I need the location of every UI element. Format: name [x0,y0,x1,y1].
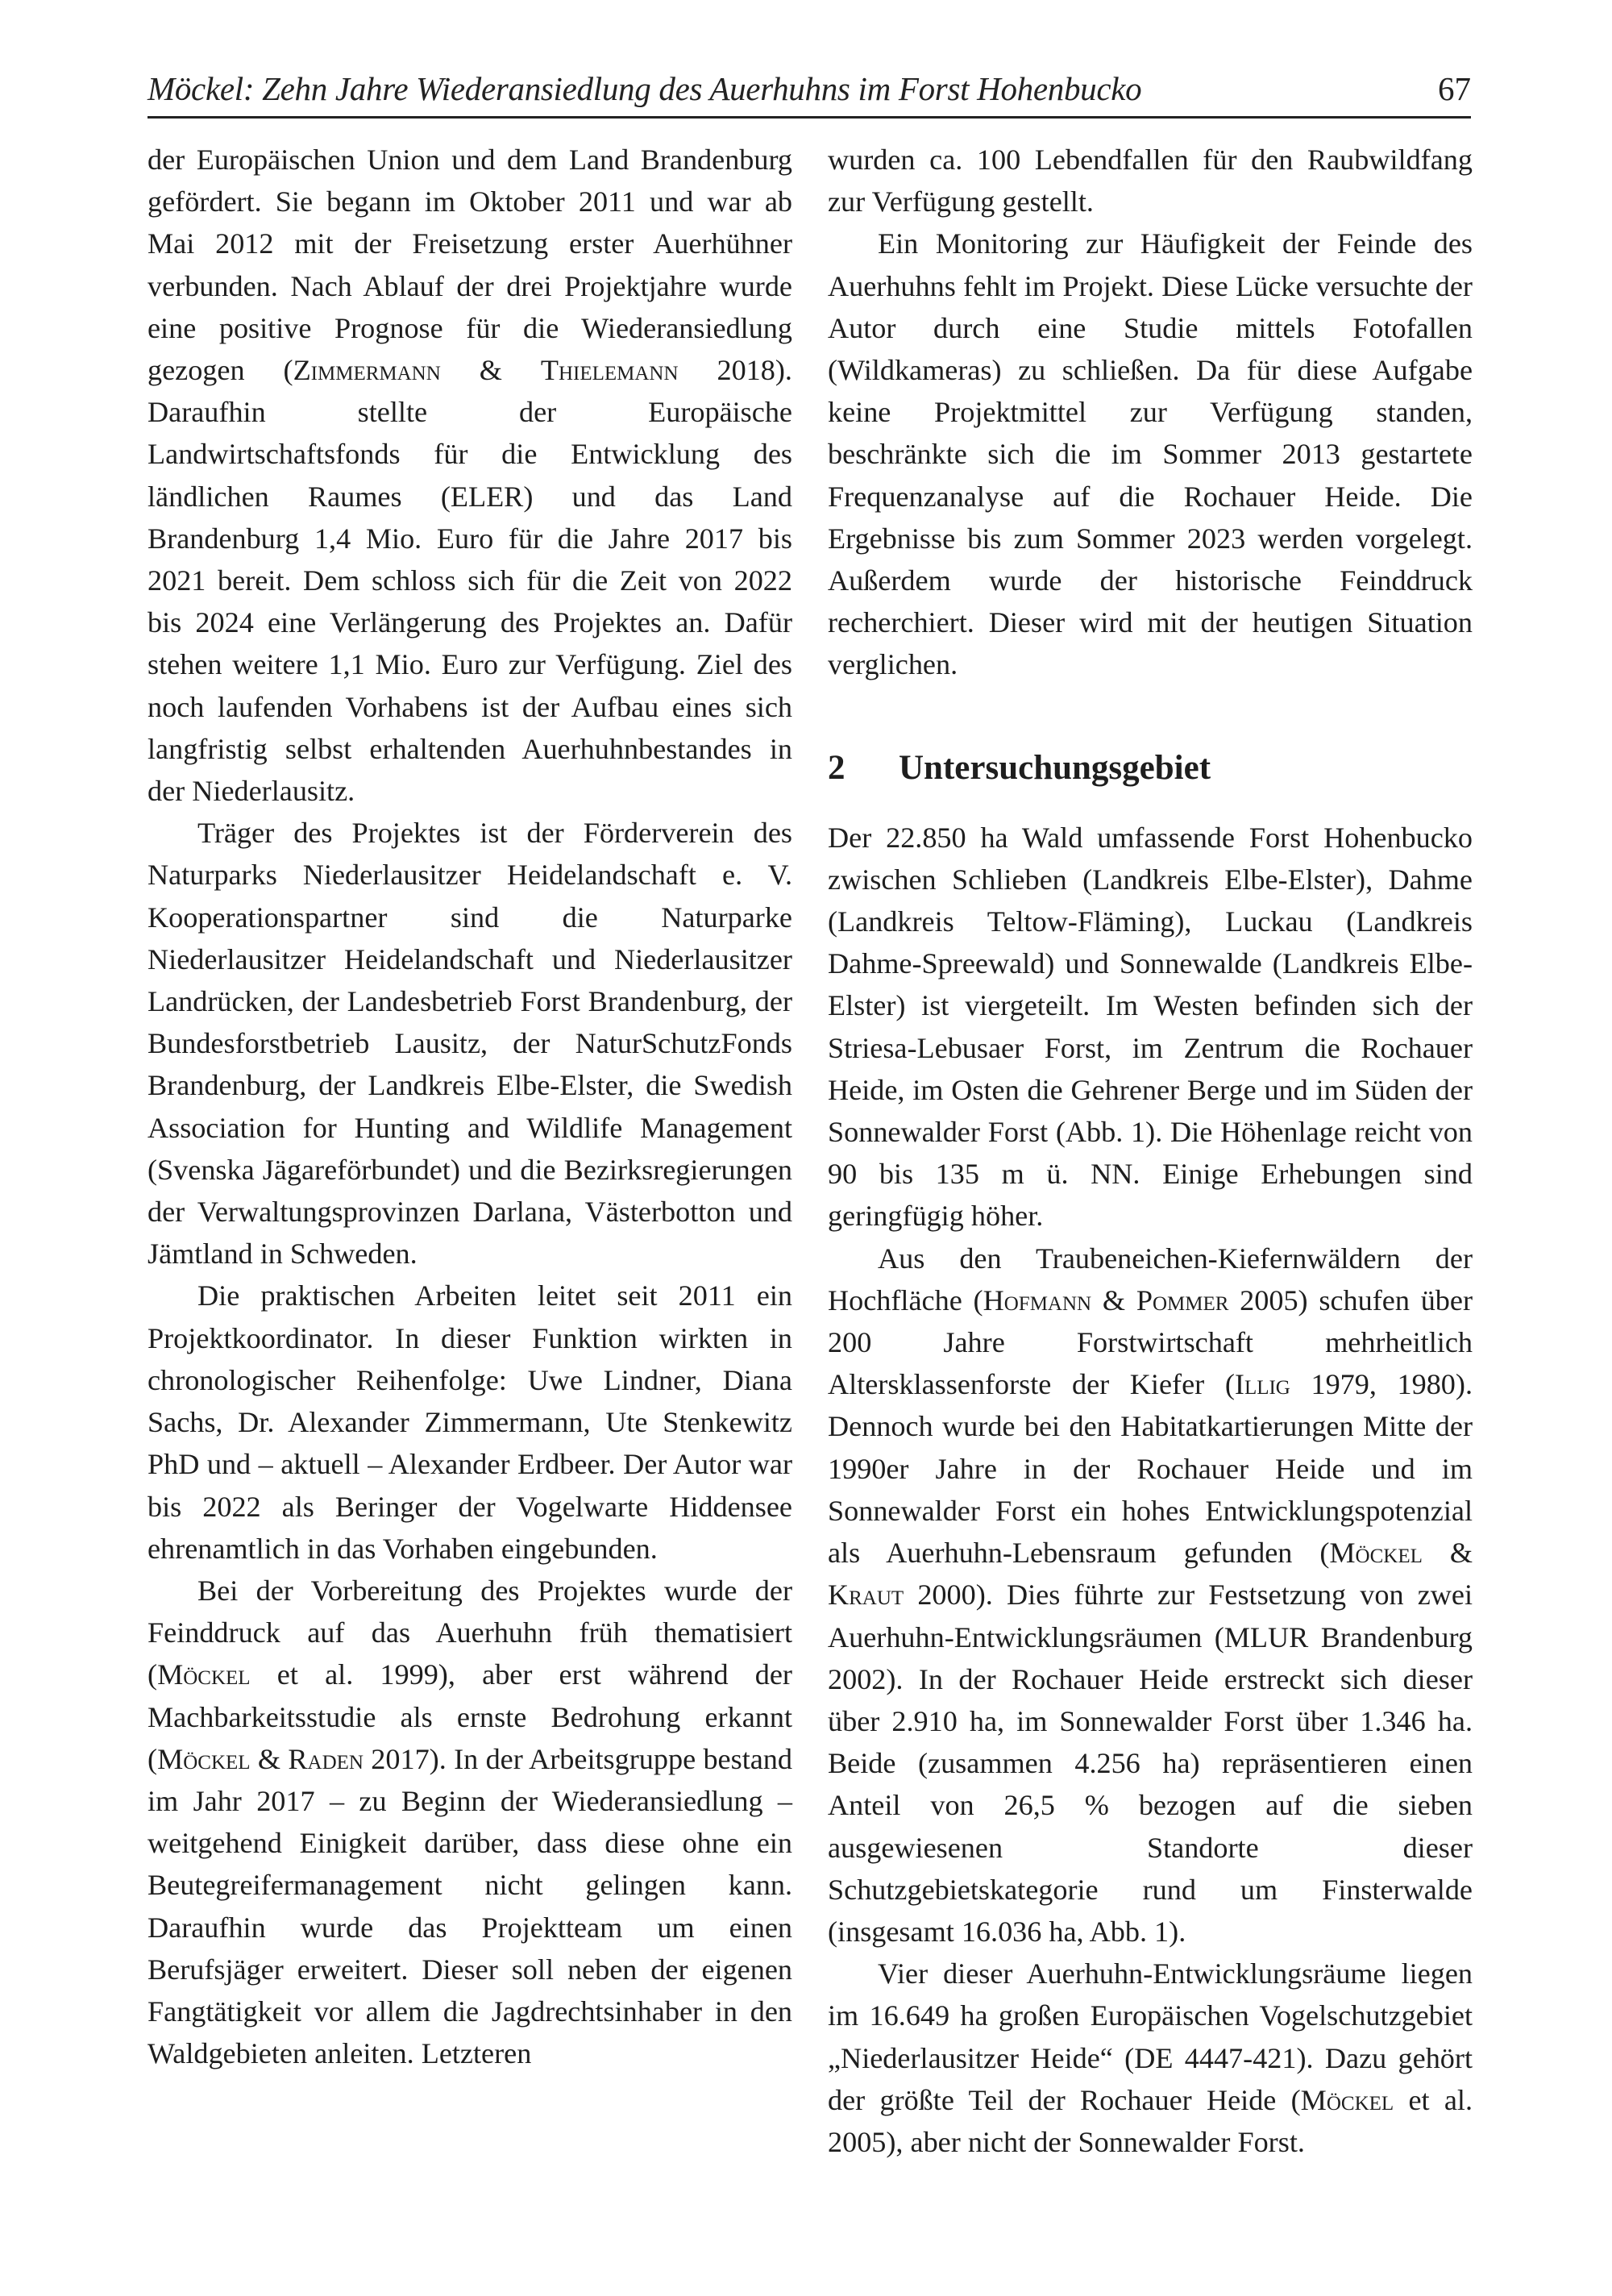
text-run: & [1091,1283,1136,1316]
page-number: 67 [1438,70,1471,107]
text-run: Vier dieser Auerhuhn-Entwicklungsräume liegen im 16.649 ha großen Europäischen Vogelschutzgebiet „Niederlausitzer Heide“ (DE 4447-421). Dazu gehört der größte Teil der Rochauer Heide ( [828,1957,1473,2116]
paragraph [828,1953,1473,2163]
text-run: Träger des Projektes ist der Förderverein des Naturparks Niederlausitzer Heidelandschaft e. V. Kooperationspartner sind die Naturparke Niederlausitzer Heidelandschaft und Niederlausitzer Landrücken, der Landesbetrieb Forst Brandenburg, der Bundesforstbetrieb Lausitz, der NaturSchutzFonds Brandenburg, der Landkreis Elbe-Elster, die Swedish Association for Hunting and Wildlife Management (Svenska Jägareförbundet) und die Bezirksregierungen der Verwaltungsprovinzen Darlana, Västerbotton und Jämtland in Schweden. [147,817,792,1271]
text-run: Ein Monitoring zur Häufigkeit der Feinde des Auerhuhns fehlt im Projekt. Diese Lücke versuchte der Autor durch eine Studie mittels Fotofallen (Wildkameras) zu schließen. Da für diese Aufgabe keine Projektmittel zur Verfügung standen, beschränkte sich die im Sommer 2013 gestartete Frequenzanalyse auf die Rochauer Heide. Die Ergebnisse bis zum Sommer 2023 werden vorgelegt. Außerdem wurde der historische Feinddruck recherchiert. Dieser wird mit der heutigen Situation verglichen. [828,227,1473,681]
running-title: Möckel: Zehn Jahre Wiederansiedlung des Auerhuhns im Forst Hohenbucko [147,70,1142,107]
text-run: et al. 2005), aber nicht der Sonnewalder Forst. [828,2083,1473,2158]
text-run: & [440,354,541,387]
citation-author: Zimmermann [293,354,441,387]
text-run: wurden ca. 100 Lebendfallen für den Raubwildfang zur Verfügung gestellt. [828,144,1473,218]
text-run: Bei der Vorbereitung des Projektes wurde der Feinddruck auf das Auerhuhn früh thematisiert ( [147,1574,792,1691]
text-run: 1979, 1980). Dennoch wurde bei den Habitatkartierungen Mitte der 1990er Jahre in der Rochauer Heide und im Sonnewalder Forst ein hohes Entwicklungspotenzial als Auerhuhn-Lebensraum gefunden ( [828,1368,1473,1570]
citation-author: Pommer [1136,1283,1229,1316]
left-column [147,139,792,2074]
text-run: der Europäischen Union und dem Land Brandenburg gefördert. Sie begann im Oktober 2011 und war ab Mai 2012 mit der Freisetzung erster Auerhühner verbunden. Nach Ablauf der drei Projektjahre wurde eine positive Prognose für die Wiederansiedlung gezogen ( [147,144,792,387]
citation-author: Möckel [157,1742,251,1775]
text-run: 2005) schufen über 200 Jahre Forstwirtschaft mehrheitlich Altersklassenforste der Kiefer ( [828,1283,1473,1401]
section-heading [828,747,1473,789]
text-run: Die praktischen Arbeiten leitet seit 2011 ein Projektkoordinator. In dieser Funktion wirkten in chronologischer Reihenfolge: Uwe Lindner, Diana Sachs, Dr. Alexander Zimmermann, Ute Stenkewitz PhD und – aktuell – Alexander Erdbeer. Der Autor war bis 2022 als Beringer der Vogelwarte Hiddensee ehrenamtlich in das Vorhaben eingebunden. [147,1279,792,1565]
paragraph [147,1570,792,2074]
paragraph [147,812,792,1275]
paragraph [828,817,1473,1237]
text-run: 2018). Daraufhin stellte der Europäische Landwirtschaftsfonds für die Entwicklung des ländlichen Raumes (ELER) und das Land Brandenburg 1,4 Mio. Euro für die Jahre 2017 bis 2021 bereit. Dem schloss sich für die Zeit von 2022 bis 2024 eine Verlängerung des Projektes an. Dafür stehen weitere 1,1 Mio. Euro zur Verfügung. Ziel des noch laufenden Vorhabens ist der Aufbau eines sich langfristig selbst erhaltenden Auerhuhnbestandes in der Niederlausitz. [147,354,792,808]
citation-author: Möckel [1300,2083,1394,2116]
text-run: Aus den Traubeneichen-Kiefernwäldern der Hochfläche ( [828,1242,1473,1316]
citation-author: Illig [1234,1368,1290,1401]
citation-author: Kraut [828,1578,904,1612]
citation-author: Hofmann [983,1283,1092,1316]
text-run: 2017). In der Arbeitsgruppe bestand im Jahr 2017 – zu Beginn der Wiederansiedlung – weitgehend Einigkeit darüber, dass diese ohne ein Beutegreifermanagement nicht gelingen kann. Daraufhin wurde das Projektteam um einen Berufsjäger erweitert. Dieser soll neben der eigenen Fangtätigkeit vor allem die Jagdrechtsinhaber in den Waldgebieten anleiten. Letzteren [147,1742,792,2070]
section-number: 2 [828,748,845,787]
citation-author: Möckel [1329,1537,1423,1570]
section-title: Untersuchungsgebiet [899,748,1211,787]
paragraph [828,223,1473,685]
running-header [147,66,1471,119]
paragraph [828,1237,1473,1953]
text-run: et al. 1999), aber erst während der Machbarkeitsstudie als ernste Bedrohung erkannt ( [147,1658,792,1775]
text-run: Der 22.850 ha Wald umfassende Forst Hohenbucko zwischen Schlieben (Landkreis Elbe-Elster), Dahme (Landkreis Teltow-Fläming), Luckau (Landkreis Dahme-Spreewald) und Sonnewalde (Landkreis Elbe-Elster) ist viergeteilt. Im Westen befinden sich der Striesa-Lebusaer Forst, im Zentrum die Rochauer Heide, im Osten die Gehrener Berge und im Süden der Sonnewalder Forst (Abb. 1). Die Höhenlage reicht von 90 bis 135 m ü. NN. Einige Erhebungen sind geringfügig höher. [828,821,1473,1233]
text-run: & [1422,1537,1473,1570]
paragraph [147,1275,792,1569]
text-run: & [250,1742,289,1775]
citation-author: Raden [288,1742,364,1775]
paragraph [828,139,1473,223]
citation-author: Thielemann [540,354,679,387]
citation-author: Möckel [157,1658,251,1691]
paragraph [147,139,792,812]
text-run: 2000). Dies führte zur Festsetzung von zwei Auerhuhn-Entwicklungsräumen (MLUR Brandenburg 2002). In der Rochauer Heide erstreckt sich dieser über 2.910 ha, im Sonnewalder Forst über 1.346 ha. Beide (zusammen 4.256 ha) repräsentieren einen Anteil von 26,5 % bezogen auf die sieben ausgewiesenen Standorte dieser Schutzgebietskategorie rund um Finsterwalde (insgesamt 16.036 ha, Abb. 1). [828,1578,1473,1948]
right-column [828,139,1473,2163]
